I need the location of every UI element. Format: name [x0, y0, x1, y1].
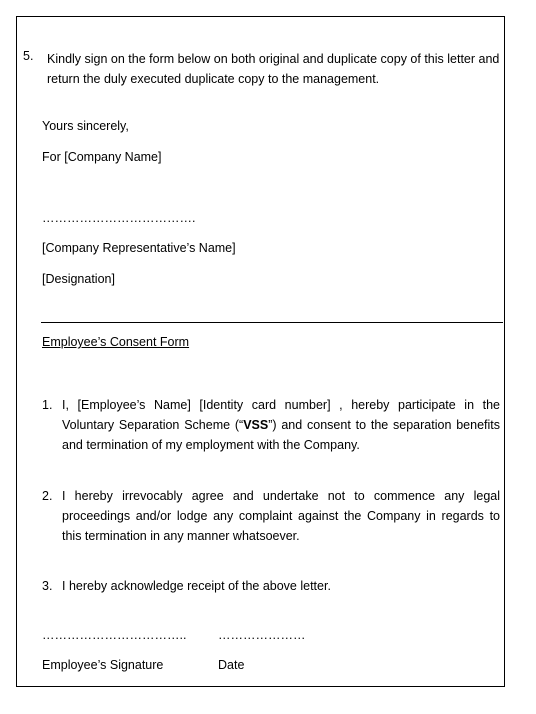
- item-text: [62, 395, 500, 455]
- section-divider: [41, 322, 503, 323]
- vss-abbreviation: VSS: [243, 418, 269, 432]
- item-number: 2.: [42, 489, 53, 503]
- representative-name: [Company Representative’s Name]: [42, 241, 236, 255]
- item-text-part: I, [Employee’s Name] [Identity card number] , hereby participate in the Voluntary Separation Scheme (“: [62, 398, 500, 432]
- employee-signature-line: ……………………………..: [42, 628, 187, 642]
- designation: [Designation]: [42, 272, 115, 286]
- consent-item-1: [42, 395, 500, 455]
- consent-form-title: Employee’s Consent Form: [42, 335, 190, 349]
- date-line: …………………: [218, 628, 306, 642]
- item-number: 3.: [42, 579, 53, 593]
- item-number: 1.: [42, 398, 53, 412]
- employee-signature-label: Employee’s Signature: [42, 658, 164, 672]
- paragraph-5-text: Kindly sign on the form below on both original and duplicate copy of this letter and return the duly executed duplicate copy to the management.: [47, 52, 500, 86]
- date-label: Date: [218, 658, 245, 672]
- closing-salutation: Yours sincerely,: [42, 119, 129, 133]
- letter-page: [16, 16, 505, 687]
- item-text: I hereby acknowledge receipt of the above letter.: [62, 579, 331, 593]
- item-text-part: ”) and consent to the separation benefits and termination of my employment with the Company.: [62, 418, 500, 452]
- paragraph-5-number: 5.: [23, 49, 34, 63]
- consent-item-2: [42, 486, 500, 546]
- company-name-line: For [Company Name]: [42, 150, 162, 164]
- item-text: I hereby irrevocably agree and undertake not to commence any legal proceedings and/or lodge any complaint against the Company in regards to this termination in any manner whatsoever.: [62, 489, 500, 543]
- consent-item-3: [42, 576, 500, 596]
- company-signature-line: ……………………………….: [42, 211, 196, 225]
